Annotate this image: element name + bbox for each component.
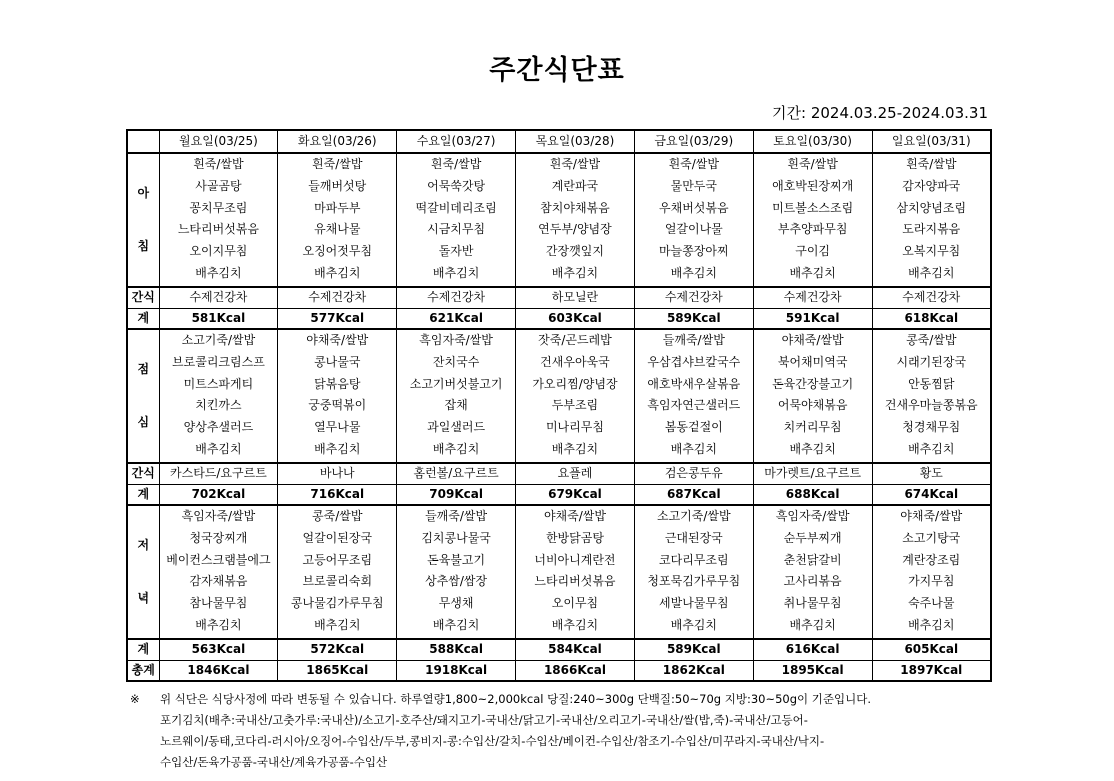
kcal-cell: 687Kcal [634, 484, 753, 505]
meal-cell [397, 505, 516, 639]
menu-item: 잡채 [444, 398, 468, 413]
menu-item: 배추김치 [789, 617, 836, 632]
menu-item: 감자채볶음 [189, 574, 248, 589]
menu-item: 오이지무침 [189, 244, 248, 259]
menu-item: 구이김 [795, 244, 831, 259]
kcal-cell: 572Kcal [278, 639, 397, 660]
row-label: 간식 [127, 463, 159, 484]
total-kcal-cell: 1918Kcal [397, 660, 516, 681]
day-header: 수요일(03/27) [397, 130, 516, 153]
breakfast-row [127, 153, 991, 287]
menu-item: 간장깻잎지 [545, 244, 604, 259]
kcal-cell: 716Kcal [278, 484, 397, 505]
menu-item: 마늘쫑장아찌 [659, 244, 729, 259]
meal-cell [634, 153, 753, 287]
meal-cell [278, 505, 397, 639]
menu-item: 오이무침 [551, 596, 599, 611]
menu-item: 건새우마늘쫑볶음 [884, 398, 978, 413]
meal-cell [753, 329, 872, 463]
header-row [127, 130, 991, 153]
meal-label [127, 329, 159, 463]
menu-item: 소고기죽/쌀밥 [656, 509, 731, 523]
menu-item: 미트볼소스조림 [772, 200, 854, 215]
menu-item: 봄동겉절이 [664, 420, 723, 435]
menu-item: 느타리버섯볶음 [177, 222, 259, 237]
menu-item: 브로콜리숙회 [302, 574, 373, 589]
note-line: 노르웨이/동태,코다리-러시아/오징어-수입산/두부,콩비지-콩:수입산/갈치-수입산/베이컨-수입산/참조기-수입산/미꾸라지-국내산/낙지- [160, 734, 825, 748]
kcal-cell: 618Kcal [872, 308, 991, 329]
kcal-cell: 581Kcal [159, 308, 278, 329]
kcal-cell: 563Kcal [159, 639, 278, 660]
menu-item: 배추김치 [314, 441, 361, 456]
menu-item: 너비아니계란전 [534, 552, 616, 567]
menu-item: 배추김치 [195, 265, 242, 280]
menu-item: 돈육간장불고기 [772, 376, 854, 391]
menu-item: 근대된장국 [664, 530, 723, 545]
day-header: 목요일(03/28) [516, 130, 635, 153]
meal-label-char: 심 [137, 415, 150, 429]
note-mark: ※ [130, 692, 140, 706]
menu-item: 배추김치 [551, 265, 599, 280]
snack-cell: 카스타드/요구르트 [159, 463, 278, 484]
meal-cell [634, 505, 753, 639]
period-label: 기간: 2024.03.25-2024.03.31 [772, 104, 988, 122]
menu-item: 부추양파무침 [777, 222, 848, 237]
menu-item: 배추김치 [670, 617, 717, 632]
menu-item: 유채나물 [314, 222, 361, 237]
meal-cell [872, 329, 991, 463]
kcal-cell: 702Kcal [159, 484, 278, 505]
menu-item: 콩나물국 [314, 354, 361, 369]
menu-item: 참나물무침 [189, 596, 248, 611]
kcal-cell: 621Kcal [397, 308, 516, 329]
menu-item: 소고기버섯불고기 [409, 376, 503, 391]
menu-item: 배추김치 [908, 441, 955, 456]
menu-item: 궁중떡볶이 [308, 398, 367, 413]
menu-item: 느타리버섯볶음 [534, 574, 616, 589]
menu-item: 흑임자죽/쌀밥 [775, 509, 850, 523]
menu-item: 배추김치 [551, 441, 599, 456]
menu-item: 배추김치 [908, 265, 955, 280]
lunch-snack-row [127, 463, 991, 484]
menu-item: 시금치무침 [427, 222, 486, 237]
menu-item: 배추김치 [314, 617, 361, 632]
menu-item: 배추김치 [670, 265, 717, 280]
menu-item: 들깨죽/쌀밥 [662, 333, 725, 347]
menu-item: 애호박된장찌개 [772, 178, 854, 193]
menu-item: 콩나물김가루무침 [290, 596, 384, 611]
meal-cell [872, 153, 991, 287]
snack-cell: 마가렛트/요구르트 [753, 463, 872, 484]
dinner-kcal-row [127, 639, 991, 660]
meal-label-char: 점 [137, 362, 150, 376]
menu-item: 배추김치 [670, 441, 717, 456]
menu-item: 숙주나물 [908, 596, 955, 611]
kcal-cell: 577Kcal [278, 308, 397, 329]
note-line: 포기김치(배추:국내산/고춧가루:국내산)/소고기-호주산/돼지고기-국내산/닭고기-국내산/오리고기-국내산/쌀(밥,죽)-국내산/고등어- [160, 713, 808, 727]
menu-item: 계란장조림 [902, 552, 961, 567]
total-kcal-cell: 1895Kcal [753, 660, 872, 681]
menu-item: 세발나물무침 [659, 596, 729, 611]
lunch-kcal-row [127, 484, 991, 505]
menu-item: 돈육불고기 [427, 552, 486, 567]
grand-total-row [127, 660, 991, 681]
menu-item: 배추김치 [789, 265, 836, 280]
meal-label-char: 침 [137, 239, 150, 253]
total-kcal-cell: 1862Kcal [634, 660, 753, 681]
meal-cell [872, 505, 991, 639]
menu-item: 건새우아욱국 [540, 354, 610, 369]
snack-cell: 검은콩두유 [634, 463, 753, 484]
total-kcal-cell: 1897Kcal [872, 660, 991, 681]
menu-item: 배추김치 [432, 265, 480, 280]
menu-item: 감자양파국 [902, 178, 961, 193]
menu-item: 배추김치 [789, 441, 836, 456]
row-label: 계 [127, 639, 159, 660]
menu-item: 떡갈비데리조림 [415, 200, 497, 215]
menu-item: 콩죽/쌀밥 [312, 509, 363, 523]
menu-item: 안동찜닭 [908, 376, 955, 391]
menu-item: 물만두국 [670, 178, 717, 193]
menu-item: 고사리볶음 [783, 574, 842, 589]
meal-cell [516, 153, 635, 287]
menu-item: 어묵야채볶음 [777, 398, 848, 413]
menu-item: 배추김치 [195, 441, 242, 456]
meal-cell [753, 505, 872, 639]
snack-cell: 하모닐란 [516, 287, 635, 308]
total-kcal-cell: 1866Kcal [516, 660, 635, 681]
menu-item: 소고기죽/쌀밥 [181, 333, 256, 347]
menu-item: 김치콩나물국 [421, 530, 491, 545]
breakfast-snack-row [127, 287, 991, 308]
menu-item: 흑임자죽/쌀밥 [181, 509, 256, 523]
meal-label-char: 아 [137, 186, 150, 200]
menu-item: 청국장찌개 [189, 530, 248, 545]
menu-item: 소고기탕국 [902, 530, 961, 545]
snack-cell: 홈런볼/요구르트 [397, 463, 516, 484]
meal-cell [397, 329, 516, 463]
menu-item: 한방닭곰탕 [545, 530, 604, 545]
menu-item: 야채죽/쌀밥 [543, 509, 606, 523]
day-header: 토요일(03/30) [753, 130, 872, 153]
menu-item: 북어채미역국 [777, 354, 848, 369]
kcal-cell: 688Kcal [753, 484, 872, 505]
total-kcal-cell: 1865Kcal [278, 660, 397, 681]
menu-item: 야채죽/쌀밥 [900, 509, 963, 523]
menu-item: 흰죽/쌀밥 [668, 157, 719, 171]
menu-item: 배추김치 [432, 441, 480, 456]
menu-item: 시래기된장국 [896, 354, 967, 369]
kcal-cell: 674Kcal [872, 484, 991, 505]
menu-item: 고등어무조림 [302, 552, 373, 567]
menu-item: 순두부찌개 [783, 530, 842, 545]
meal-cell [516, 505, 635, 639]
menu-item: 가지무침 [908, 574, 955, 589]
menu-item: 애호박새우살볶음 [647, 376, 741, 391]
kcal-cell: 589Kcal [634, 639, 753, 660]
menu-item: 돌자반 [438, 244, 474, 259]
row-label: 계 [127, 308, 159, 329]
kcal-cell: 584Kcal [516, 639, 635, 660]
menu-item: 얼갈이된장국 [302, 530, 373, 545]
menu-item: 양상추샐러드 [183, 420, 254, 435]
kcal-cell: 591Kcal [753, 308, 872, 329]
row-label: 계 [127, 484, 159, 505]
menu-item: 무생채 [438, 596, 474, 611]
menu-item: 흰죽/쌀밥 [312, 157, 363, 171]
meal-label-char: 저 [137, 538, 150, 552]
menu-item: 배추김치 [314, 265, 361, 280]
lunch-row [127, 329, 991, 463]
menu-item: 배추김치 [195, 617, 242, 632]
meal-cell [159, 153, 278, 287]
menu-item: 꽁치무조림 [189, 200, 248, 215]
menu-item: 우삼겹샤브칼국수 [647, 354, 741, 369]
snack-cell: 수제건강차 [278, 287, 397, 308]
menu-item: 흑임자죽/쌀밥 [419, 333, 493, 347]
menu-item: 계란파국 [551, 178, 599, 193]
meal-label [127, 153, 159, 287]
meal-cell [159, 329, 278, 463]
snack-cell: 요플레 [516, 463, 635, 484]
menu-item: 열무나물 [314, 420, 361, 435]
menu-item: 오복지무침 [902, 244, 961, 259]
snack-cell: 수제건강차 [634, 287, 753, 308]
menu-item: 어묵쑥갓탕 [427, 178, 486, 193]
day-header: 화요일(03/26) [278, 130, 397, 153]
snack-cell: 바나나 [278, 463, 397, 484]
menu-item: 치커리무침 [783, 420, 842, 435]
meal-cell [634, 329, 753, 463]
meal-cell [397, 153, 516, 287]
corner-cell [127, 130, 159, 153]
menu-item: 두부조림 [551, 398, 599, 413]
kcal-cell: 679Kcal [516, 484, 635, 505]
menu-item: 콩죽/쌀밥 [906, 333, 957, 347]
meal-cell [753, 153, 872, 287]
kcal-cell: 603Kcal [516, 308, 635, 329]
menu-item: 과일샐러드 [427, 420, 486, 435]
menu-item: 우채버섯볶음 [659, 200, 729, 215]
kcal-cell: 616Kcal [753, 639, 872, 660]
snack-cell: 수제건강차 [397, 287, 516, 308]
kcal-cell: 605Kcal [872, 639, 991, 660]
menu-item: 마파두부 [314, 200, 361, 215]
menu-item: 배추김치 [432, 617, 480, 632]
menu-item: 청경채무침 [902, 420, 961, 435]
menu-item: 야채죽/쌀밥 [781, 333, 844, 347]
snack-cell: 수제건강차 [872, 287, 991, 308]
page-title: 주간식단표 [489, 55, 625, 86]
menu-item: 취나물무침 [783, 596, 842, 611]
note-line: 위 식단은 식당사정에 따라 변동될 수 있습니다. 하루열량1,800~2,000kcal 당질:240~300g 단백질:50~70g 지방:30~50g이 기준입니다. [160, 692, 872, 706]
menu-item: 들깨버섯탕 [308, 178, 367, 193]
menu-item: 상추쌈/쌈장 [425, 574, 488, 589]
menu-item: 흑임자연근샐러드 [647, 398, 741, 413]
menu-item: 잣죽/곤드레밥 [538, 333, 612, 347]
menu-item: 청포묵김가루무침 [647, 574, 741, 589]
menu-item: 도라지볶음 [902, 222, 961, 237]
kcal-cell: 589Kcal [634, 308, 753, 329]
day-header: 금요일(03/29) [634, 130, 753, 153]
menu-item: 흰죽/쌀밥 [787, 157, 838, 171]
menu-item: 브로콜리크림스프 [172, 354, 265, 369]
note-line: 수입산/돈육가공품-국내산/계육가공품-수입산 [160, 755, 388, 769]
kcal-cell: 709Kcal [397, 484, 516, 505]
menu-item: 사골곰탕 [195, 178, 242, 193]
menu-item: 흰죽/쌀밥 [193, 157, 244, 171]
menu-item: 연두부/양념장 [538, 222, 612, 237]
meal-label-char: 녁 [137, 591, 150, 605]
menu-item: 베이컨스크램블에그 [166, 552, 271, 567]
menu-item: 오징어젓무침 [302, 244, 373, 259]
meal-cell [278, 153, 397, 287]
meal-cell [278, 329, 397, 463]
total-kcal-cell: 1846Kcal [159, 660, 278, 681]
row-label: 간식 [127, 287, 159, 308]
row-label: 총계 [127, 660, 159, 681]
menu-item: 가오리찜/양념장 [532, 376, 618, 391]
menu-item: 얼갈이나물 [664, 222, 723, 237]
menu-item: 배추김치 [551, 617, 599, 632]
weekly-menu-table [126, 129, 992, 682]
menu-item: 흰죽/쌀밥 [549, 157, 601, 171]
menu-item: 흰죽/쌀밥 [906, 157, 957, 171]
dinner-row [127, 505, 991, 639]
kcal-cell: 588Kcal [397, 639, 516, 660]
snack-cell: 수제건강차 [753, 287, 872, 308]
menu-item: 삼치양념조림 [896, 200, 967, 215]
snack-cell: 황도 [872, 463, 991, 484]
menu-item: 닭볶음탕 [314, 376, 361, 391]
day-header: 일요일(03/31) [872, 130, 991, 153]
menu-item: 미트스파게티 [183, 376, 254, 391]
menu-item: 잔치국수 [432, 354, 480, 369]
menu-item: 흰죽/쌀밥 [430, 157, 482, 171]
meal-cell [159, 505, 278, 639]
meal-cell [516, 329, 635, 463]
menu-item: 춘천닭갈비 [783, 552, 842, 567]
menu-item: 코다리무조림 [659, 552, 729, 567]
breakfast-kcal-row [127, 308, 991, 329]
menu-item: 치킨까스 [195, 398, 242, 413]
menu-item: 들깨죽/쌀밥 [425, 509, 488, 523]
menu-item: 미나리무침 [545, 420, 604, 435]
day-header: 월요일(03/25) [159, 130, 278, 153]
snack-cell: 수제건강차 [159, 287, 278, 308]
meal-label [127, 505, 159, 639]
menu-item: 야채죽/쌀밥 [306, 333, 369, 347]
menu-item: 참치야채볶음 [540, 200, 610, 215]
menu-item: 배추김치 [908, 617, 955, 632]
